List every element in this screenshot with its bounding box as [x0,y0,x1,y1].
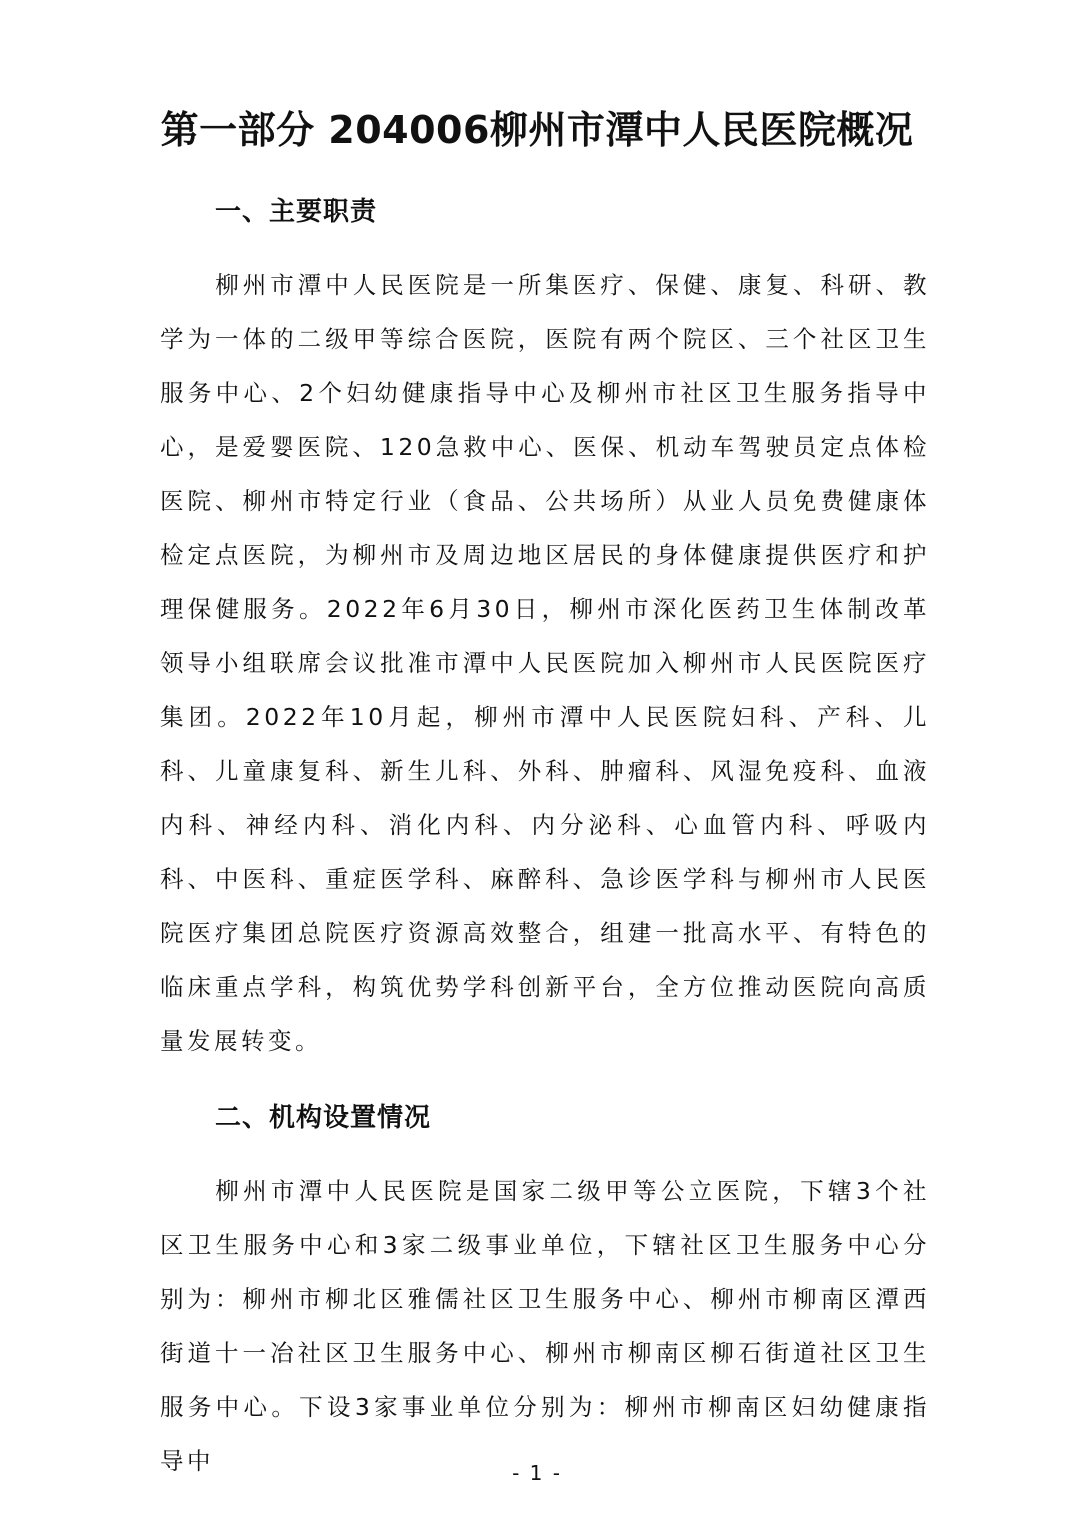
page-number: - 1 - [512,1461,562,1485]
section-paragraph-organization: 柳州市潭中人民医院是国家二级甲等公立医院，下辖3个社区卫生服务中心和3家二级事业单位，下辖社区卫生服务中心分别为：柳州市柳北区雅儒社区卫生服务中心、柳州市柳南区潭西街道十一冶社区卫生服务中心、柳州市柳南区柳石街道社区卫生服务中心。下设3家事业单位分别为：柳州市柳南区妇幼健康指导中 [160,1177,930,1475]
page-title: 第一部分 204006柳州市潭中人民医院概况 [160,108,914,152]
section-paragraph-main-duties: 柳州市潭中人民医院是一所集医疗、保健、康复、科研、教学为一体的二级甲等综合医院，医院有两个院区、三个社区卫生服务中心、2个妇幼健康指导中心及柳州市社区卫生服务指导中心，是爱婴医院、120急救中心、医保、机动车驾驶员定点体检医院、柳州市特定行业（食品、公共场所）从业人员免费健康体检定点医院，为柳州市及周边地区居民的身体健康提供医疗和护理保健服务。2022年6月30日，柳州市深化医药卫生体制改革领导小组联席会议批准市潭中人民医院加入柳州市人民医院医疗集团。2022年10月起，柳州市潭中人民医院妇科、产科、儿科、儿童康复科、新生儿科、外科、肿瘤科、风湿免疫科、血液内科、神经内科、消化内科、内分泌科、心血管内科、呼吸内科、中医科、重症医学科、麻醉科、急诊医学科与柳州市人民医院医疗集团总院医疗资源高效整合，组建一批高水平、有特色的临床重点学科，构筑优势学科创新平台，全方位推动医院向高质量发展转变。 [160,271,930,1055]
section-heading-organization: 二、机构设置情况 [215,1103,432,1133]
section-heading-main-duties: 一、主要职责 [215,197,378,227]
